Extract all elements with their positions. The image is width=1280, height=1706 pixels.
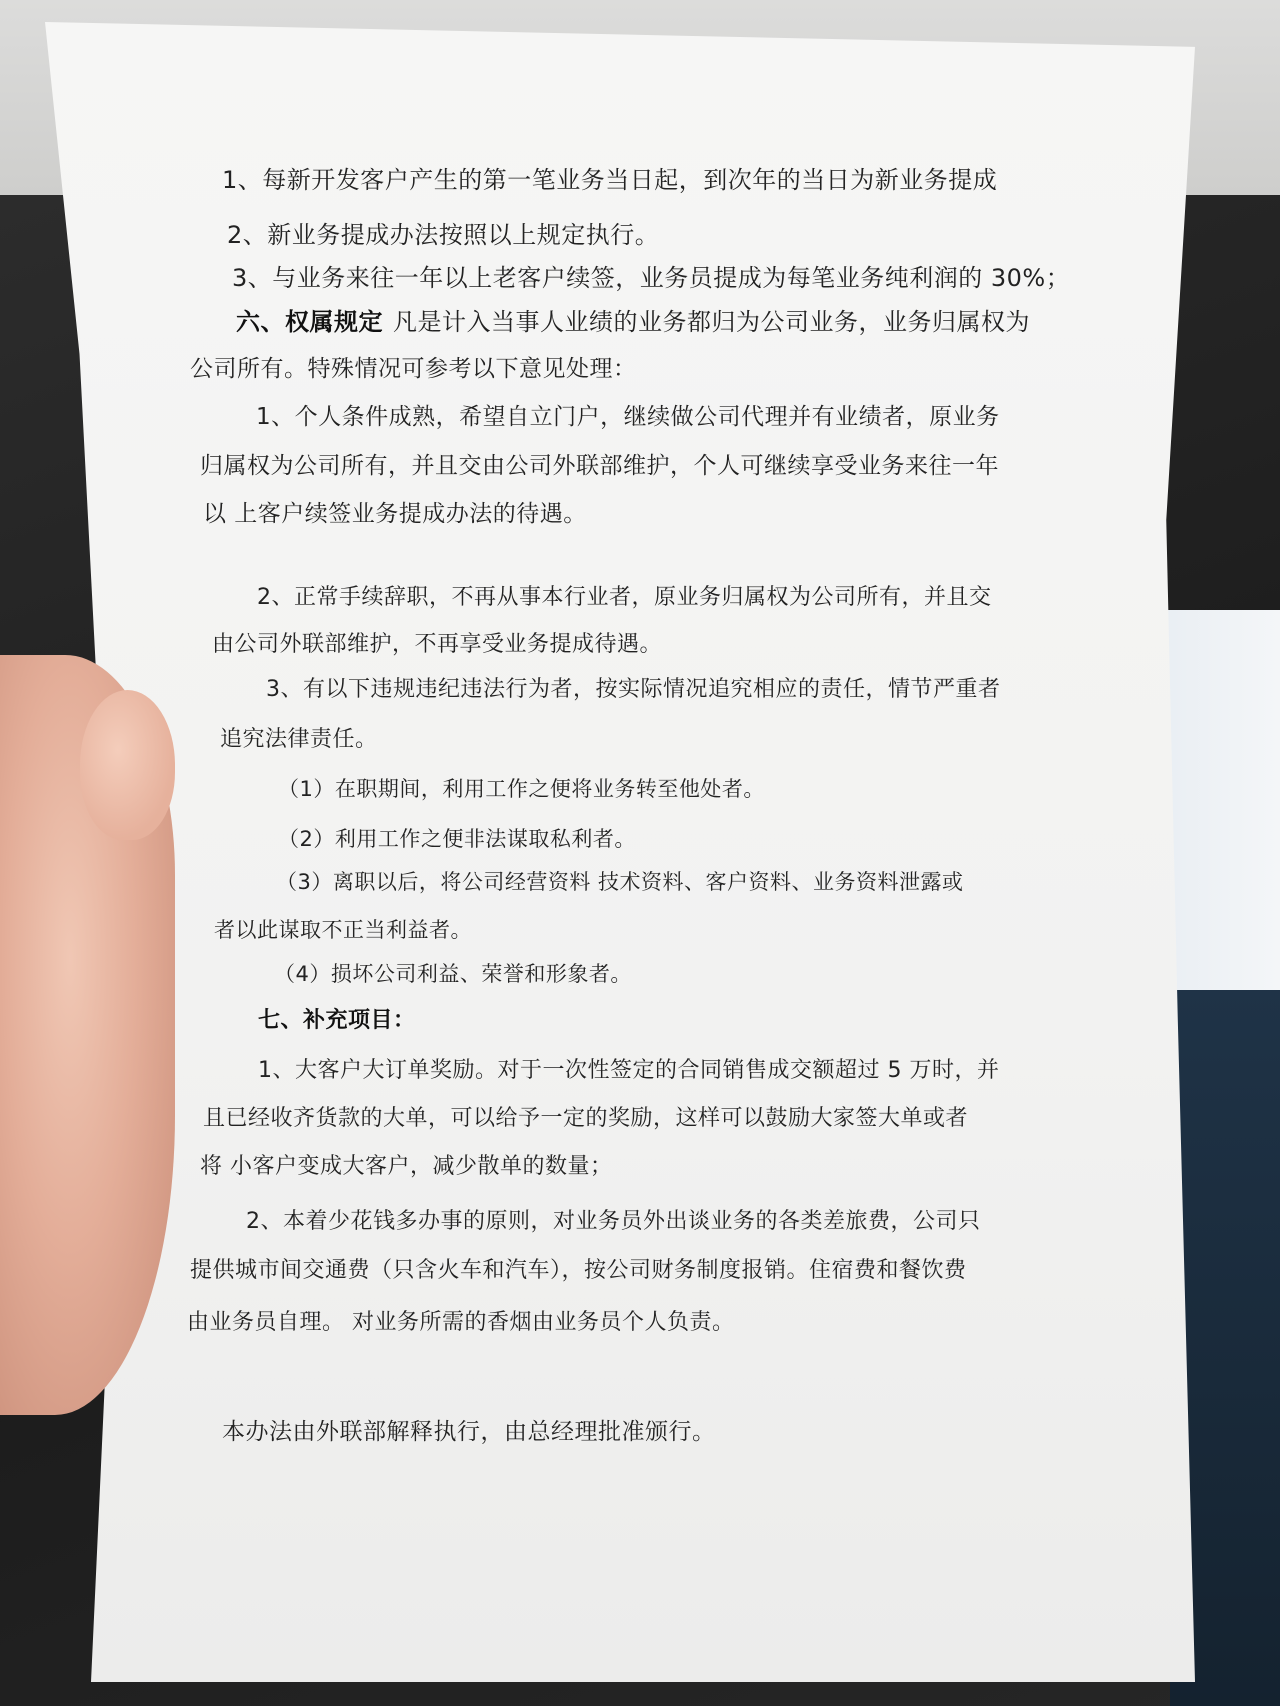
text-line: 由业务员自理。 对业务所需的香烟由业务员个人负责。 bbox=[187, 1310, 735, 1335]
text-line: 追究法律责任。 bbox=[220, 727, 378, 752]
text-line: 3、与业务来往一年以上老客户续签，业务员提成为每笔业务纯利润的 30%； bbox=[232, 264, 1071, 292]
text-line: （2）利用工作之便非法谋取私利者。 bbox=[278, 827, 636, 851]
text-line: 者以此谋取不正当利益者。 bbox=[214, 918, 472, 942]
text-line: 将 小客户变成大客户，减少散单的数量； bbox=[200, 1154, 613, 1179]
thumb bbox=[80, 690, 175, 840]
text-line: 2、正常手续辞职，不再从事本行业者，原业务归属权为公司所有，并且交 bbox=[257, 585, 992, 610]
section-6-text: 凡是计入当事人业绩的业务都归为公司业务，业务归属权为 bbox=[393, 308, 1030, 336]
text-line: 提供城市间交通费（只含火车和汽车），按公司财务制度报销。住宿费和餐饮费 bbox=[190, 1258, 967, 1283]
text-line: （3）离职以后，将公司经营资料 技术资料、客户资料、业务资料泄露或 bbox=[276, 870, 964, 894]
closing-line: 本办法由外联部解释执行，由总经理批准颁行。 bbox=[222, 1419, 716, 1445]
text-line: 1、个人条件成熟，希望自立门户，继续做公司代理并有业绩者，原业务 bbox=[256, 404, 1000, 430]
text-line: 1、每新开发客户产生的第一笔业务当日起，到次年的当日为新业务提成 bbox=[222, 166, 998, 194]
section-7-heading: 七、补充项目： bbox=[258, 1008, 416, 1033]
section-6-paragraph bbox=[236, 302, 1030, 337]
text-line: （4）损坏公司利益、荣誉和形象者。 bbox=[274, 962, 632, 986]
text-line: 2、本着少花钱多办事的原则，对业务员外出谈业务的各类差旅费，公司只 bbox=[246, 1209, 981, 1234]
text-line: 以 上客户续签业务提成办法的待遇。 bbox=[203, 501, 587, 527]
text-line: 2、新业务提成办法按照以上规定执行。 bbox=[227, 221, 660, 249]
text-line: 3、有以下违规违纪违法行为者，按实际情况追究相应的责任，情节严重者 bbox=[266, 677, 1001, 702]
text-line: 且已经收齐货款的大单，可以给予一定的奖励，这样可以鼓励大家签大单或者 bbox=[203, 1106, 969, 1131]
text-line: 由公司外联部维护，不再享受业务提成待遇。 bbox=[212, 632, 663, 657]
text-line: （1）在职期间，利用工作之便将业务转至他处者。 bbox=[278, 777, 765, 801]
text-line: 归属权为公司所有，并且交由公司外联部维护，个人可继续享受业务来往一年 bbox=[200, 453, 999, 479]
text-line: 公司所有。特殊情况可参考以下意见处理： bbox=[190, 356, 637, 382]
background-paper bbox=[1160, 610, 1280, 1000]
section-6-heading: 六、权属规定 bbox=[236, 308, 383, 336]
text-line: 1、大客户大订单奖励。对于一次性签定的合同销售成交额超过 5 万时，并 bbox=[258, 1058, 1000, 1083]
